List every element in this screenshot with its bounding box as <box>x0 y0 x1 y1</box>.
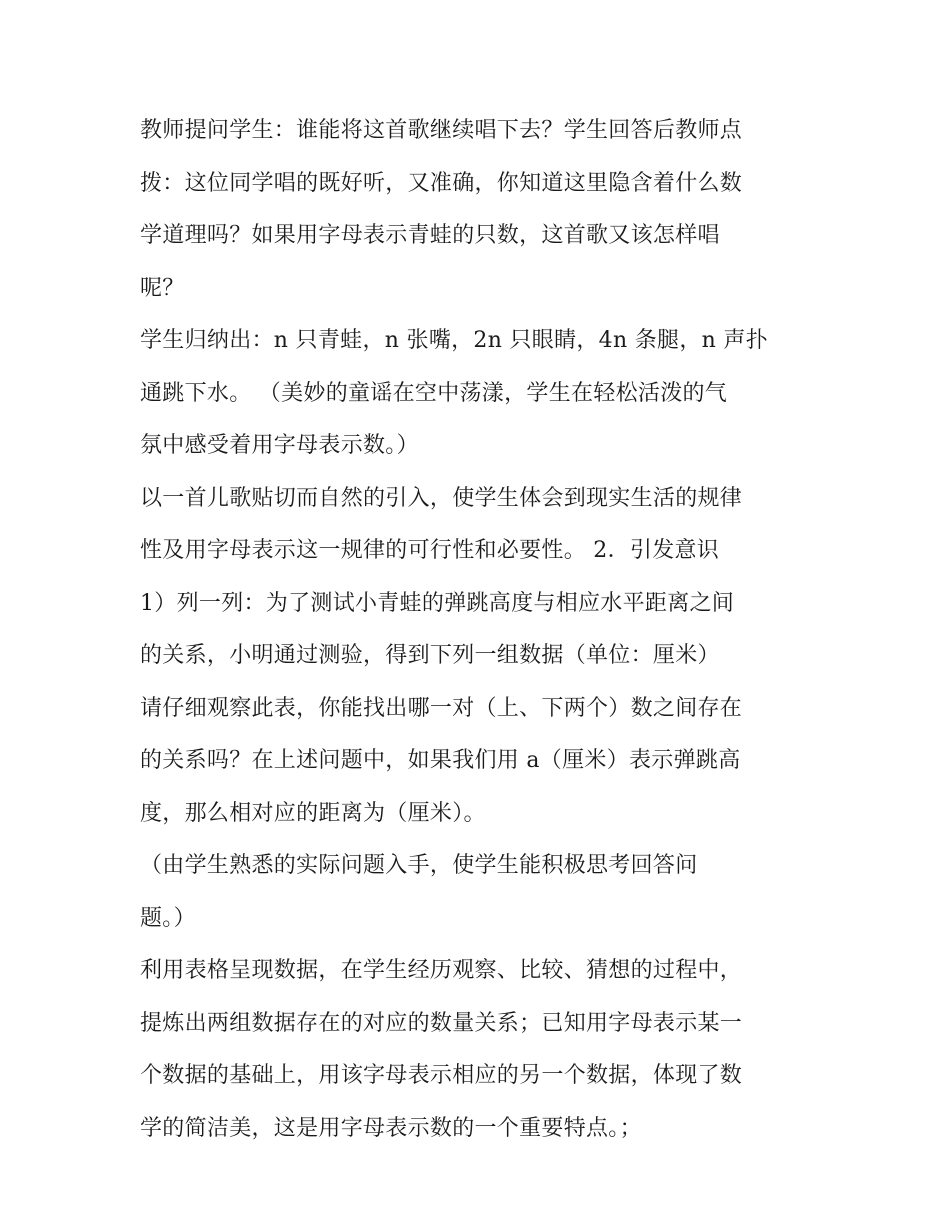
text-line: 提炼出两组数据存在的对应的数量关系；已知用字母表示某一 <box>140 1010 743 1036</box>
text-line: 请仔细观察此表，你能找出哪一对（上、下两个）数之间存在 <box>140 695 743 721</box>
text-line: 以一首儿歌贴切而自然的引入，使学生体会到现实生活的规律 <box>140 485 743 511</box>
text-line: 利用表格呈现数据，在学生经历观察、比较、猜想的过程中， <box>140 958 743 983</box>
text-line: 度，那么相对应的距离为（厘米）。 <box>140 800 486 826</box>
text-line: 通跳下水。 （美妙的童谣在空中荡漾，学生在轻松活泼的气 <box>140 380 728 406</box>
text-line: 拨：这位同学唱的既好听，又准确，你知道这里隐含着什么数 <box>140 170 743 196</box>
text-line: 的关系吗？在上述问题中，如果我们用 a（厘米）表示弹跳高 <box>140 748 741 773</box>
text-line: 学的简洁美，这是用字母表示数的一个重要特点。； <box>140 1115 642 1141</box>
text-line: 教师提问学生：谁能将这首歌继续唱下去？学生回答后教师点 <box>140 118 743 143</box>
text-line: 的关系，小明通过测验，得到下列一组数据（单位：厘米） <box>140 643 720 668</box>
text-line: 呢？ <box>140 275 185 301</box>
text-line: （由学生熟悉的实际问题入手，使学生能积极思考回答问 <box>140 853 698 878</box>
text-line: 学生归纳出：n 只青蛙，n 张嘴，2n 只眼睛，4n 条腿，n 声扑 <box>140 328 769 353</box>
text-line: 题。） <box>140 905 196 931</box>
document-body <box>140 105 820 1155</box>
text-line: 学道理吗？如果用字母表示青蛙的只数，这首歌又该怎样唱 <box>140 223 720 248</box>
text-line: 1）列一列：为了测试小青蛙的弹跳高度与相应水平距离之间 <box>140 590 735 616</box>
text-line: 性及用字母表示这一规律的可行性和必要性。 2．引发意识 <box>140 538 720 563</box>
text-line: 氛中感受着用字母表示数。） <box>140 433 419 458</box>
text-line: 个数据的基础上，用该字母表示相应的另一个数据，体现了数 <box>140 1063 743 1088</box>
